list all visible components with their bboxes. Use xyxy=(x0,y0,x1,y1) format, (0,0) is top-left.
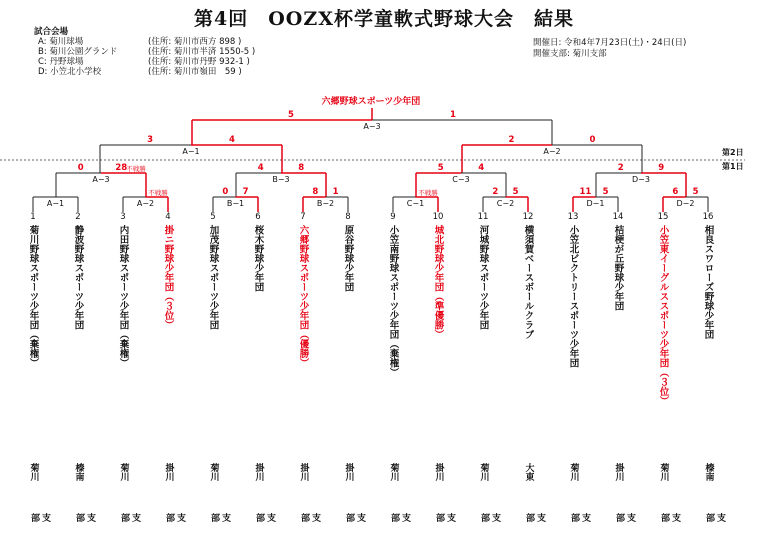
score-left: 11 xyxy=(579,187,592,197)
branch-name: 掛川 xyxy=(613,463,624,481)
match-id: C−1 xyxy=(406,199,425,208)
team-branch xyxy=(611,463,635,522)
team-entry xyxy=(386,212,400,377)
score-right: 4 xyxy=(228,135,235,145)
branch-suffix: 支部 xyxy=(659,513,680,522)
match-id: A−3 xyxy=(92,175,110,184)
branch-name: 大東 xyxy=(523,463,534,481)
score-right: 5 xyxy=(512,187,519,197)
team-branch xyxy=(656,463,680,522)
score-left: 5 xyxy=(437,163,444,173)
match-id: B−1 xyxy=(226,199,245,208)
team-number: 13 xyxy=(567,212,579,222)
score-left: 0 xyxy=(77,163,84,173)
score-left: 3 xyxy=(147,135,154,145)
score-right: 5 xyxy=(692,187,699,197)
team-name: 内田野球スポーツ少年団（棄権） xyxy=(117,225,129,368)
team-name: 小笠東イーグルススポーツ少年団（３位） xyxy=(657,225,669,406)
team-number: 1 xyxy=(30,212,36,222)
venue-name: D: 小笠北小学校 xyxy=(38,67,102,77)
champion-label: 六郷野球スポーツ少年団 xyxy=(321,97,421,107)
team-branch xyxy=(71,463,95,522)
score-right: 7 xyxy=(242,187,249,197)
team-name: 原谷野球少年団 xyxy=(342,225,354,292)
team-name: 桔梗が丘野球少年団 xyxy=(612,225,624,311)
score-right: 1 xyxy=(332,187,339,197)
branch-suffix: 支部 xyxy=(524,513,545,522)
team-name: 桜木野球少年団 xyxy=(252,225,264,292)
team-name: 城北野球少年団（準優勝） xyxy=(432,225,444,339)
team-number: 5 xyxy=(210,212,216,222)
team-entry xyxy=(701,212,715,339)
score-right: 1 xyxy=(450,110,456,120)
team-branch xyxy=(521,463,545,522)
score-left: 5 xyxy=(288,110,294,120)
branch-name: 菊川 xyxy=(658,463,669,481)
branch-name: 掛川 xyxy=(253,463,264,481)
match-id: C−2 xyxy=(496,199,515,208)
team-entry xyxy=(296,212,310,368)
event-date: 開催日: 令和4年7月23日(土)・24日(日) xyxy=(533,38,687,48)
team-number: 3 xyxy=(120,212,126,222)
score-right: 28 xyxy=(115,163,128,173)
score-left: 2 xyxy=(617,163,624,173)
team-branch xyxy=(431,463,455,522)
team-number: 6 xyxy=(255,212,261,222)
branch-name: 掛川 xyxy=(343,463,354,481)
page-title: 第4回 OOZX杯学童軟式野球大会 結果 xyxy=(194,8,574,30)
branch-name: 掛川 xyxy=(433,463,444,481)
match-id: A−1 xyxy=(182,147,200,156)
team-number: 10 xyxy=(432,212,444,222)
team-entry xyxy=(341,212,355,292)
team-number: 11 xyxy=(477,212,489,222)
venue-address: (住所: 菊川市嶺田 59 ) xyxy=(148,67,242,77)
score-right: 5 xyxy=(602,187,609,197)
team-name: 掛ニ野球少年団（３位） xyxy=(162,225,174,330)
match-id: A−2 xyxy=(543,147,561,156)
score-right: 9 xyxy=(658,163,665,173)
branch-suffix: 支部 xyxy=(299,513,320,522)
venue-address: (住所: 菊川市丹野 932-1 ) xyxy=(148,57,250,67)
match-id: D−3 xyxy=(632,175,650,184)
team-entry xyxy=(206,212,220,330)
team-number: 2 xyxy=(75,212,81,222)
team-entry xyxy=(476,212,490,330)
team-entry xyxy=(566,212,580,368)
match-id: D−2 xyxy=(676,199,695,208)
branch-suffix: 支部 xyxy=(209,513,230,522)
team-entry xyxy=(71,212,85,330)
venue-name: A: 菊川球場 xyxy=(38,37,84,47)
score-right: 8 xyxy=(298,163,305,173)
branch-name: 菊川 xyxy=(388,463,399,481)
venue-name: C: 丹野球場 xyxy=(38,57,84,67)
match-id: A−3 xyxy=(363,122,381,131)
team-entry xyxy=(116,212,130,368)
branch-name: 榛南 xyxy=(703,463,714,481)
branch-suffix: 支部 xyxy=(704,513,725,522)
venue-address: (住所: 菊川市半済 1550-5 ) xyxy=(148,47,256,57)
day1-label: 第1日 xyxy=(722,162,744,171)
branch-name: 榛南 xyxy=(73,463,84,481)
match-id: B−2 xyxy=(316,199,335,208)
branch-suffix: 支部 xyxy=(119,513,140,522)
venue-address: (住所: 菊川市西方 898 ) xyxy=(148,37,242,47)
branch-suffix: 支部 xyxy=(614,513,635,522)
day2-label: 第2日 xyxy=(722,148,744,157)
team-number: 16 xyxy=(702,212,714,222)
match-id: A−2 xyxy=(136,199,155,208)
branch-suffix: 支部 xyxy=(479,513,500,522)
branch-name: 菊川 xyxy=(568,463,579,481)
team-entry xyxy=(521,212,535,339)
team-number: 4 xyxy=(165,212,171,222)
team-name: 静波野球スポーツ少年団 xyxy=(72,225,84,330)
team-name: 河城野球スポーツ少年団 xyxy=(477,225,489,330)
team-branch xyxy=(566,463,590,522)
team-name: 小笠北ビクトリースポーツ少年団 xyxy=(567,225,579,368)
branch-suffix: 支部 xyxy=(344,513,365,522)
score-left: 2 xyxy=(492,187,499,197)
team-branch xyxy=(296,463,320,522)
team-entry xyxy=(611,212,625,311)
venue-name: B: 菊川公園グランド xyxy=(38,47,118,57)
team-branch xyxy=(341,463,365,522)
team-name: 菊川野球スポーツ少年団（棄権） xyxy=(27,225,39,368)
match-id: C−3 xyxy=(452,175,470,184)
team-entry xyxy=(251,212,265,292)
forfeit-label: 不戦勝 xyxy=(126,165,146,173)
branch-suffix: 支部 xyxy=(254,513,275,522)
venue-heading: 試合会場 xyxy=(34,27,69,37)
team-branch xyxy=(251,463,275,522)
team-number: 7 xyxy=(300,212,306,222)
team-number: 12 xyxy=(522,212,534,222)
team-branch xyxy=(206,463,230,522)
team-branch xyxy=(701,463,725,522)
team-number: 8 xyxy=(345,212,351,222)
team-entry xyxy=(656,212,670,406)
branch-suffix: 支部 xyxy=(29,513,50,522)
team-entry xyxy=(161,212,175,330)
team-number: 15 xyxy=(657,212,669,222)
team-name: 加茂野球スポーツ少年団 xyxy=(207,225,219,330)
score-right: 0 xyxy=(589,135,596,145)
team-name: 小笠南野球スポーツ少年団（棄権） xyxy=(387,225,399,377)
branch-name: 菊川 xyxy=(208,463,219,481)
score-left: 2 xyxy=(508,135,515,145)
team-branch xyxy=(476,463,500,522)
forfeit-label: 不戦勝 xyxy=(418,189,438,197)
match-id: A−1 xyxy=(46,199,65,208)
team-branch xyxy=(161,463,185,522)
team-entry xyxy=(431,212,445,339)
team-branch xyxy=(386,463,410,522)
team-number: 9 xyxy=(390,212,396,222)
match-id: B−3 xyxy=(272,175,290,184)
score-left: 8 xyxy=(312,187,319,197)
branch-name: 菊川 xyxy=(478,463,489,481)
branch-name: 菊川 xyxy=(118,463,129,481)
team-branch xyxy=(26,463,50,522)
team-name: 横須賀ベースボールクラブ xyxy=(522,225,534,339)
score-left: 0 xyxy=(222,187,229,197)
branch-suffix: 支部 xyxy=(389,513,410,522)
match-id: D−1 xyxy=(586,199,605,208)
team-name: 六郷野球スポーツ少年団（優勝） xyxy=(297,225,309,368)
branch-suffix: 支部 xyxy=(164,513,185,522)
score-right: 4 xyxy=(478,163,485,173)
team-branch xyxy=(116,463,140,522)
team-number: 14 xyxy=(612,212,624,222)
branch-name: 掛川 xyxy=(163,463,174,481)
branch-suffix: 支部 xyxy=(569,513,590,522)
forfeit-label: 不戦勝 xyxy=(148,189,168,197)
host-branch: 開催支部: 菊川支部 xyxy=(533,49,607,59)
score-left: 4 xyxy=(257,163,264,173)
team-name: 相良スワローズ野球少年団 xyxy=(702,225,714,339)
branch-suffix: 支部 xyxy=(74,513,95,522)
branch-name: 菊川 xyxy=(28,463,39,481)
branch-name: 掛川 xyxy=(298,463,309,481)
team-entry xyxy=(26,212,40,368)
branch-suffix: 支部 xyxy=(434,513,455,522)
score-left: 6 xyxy=(672,187,679,197)
